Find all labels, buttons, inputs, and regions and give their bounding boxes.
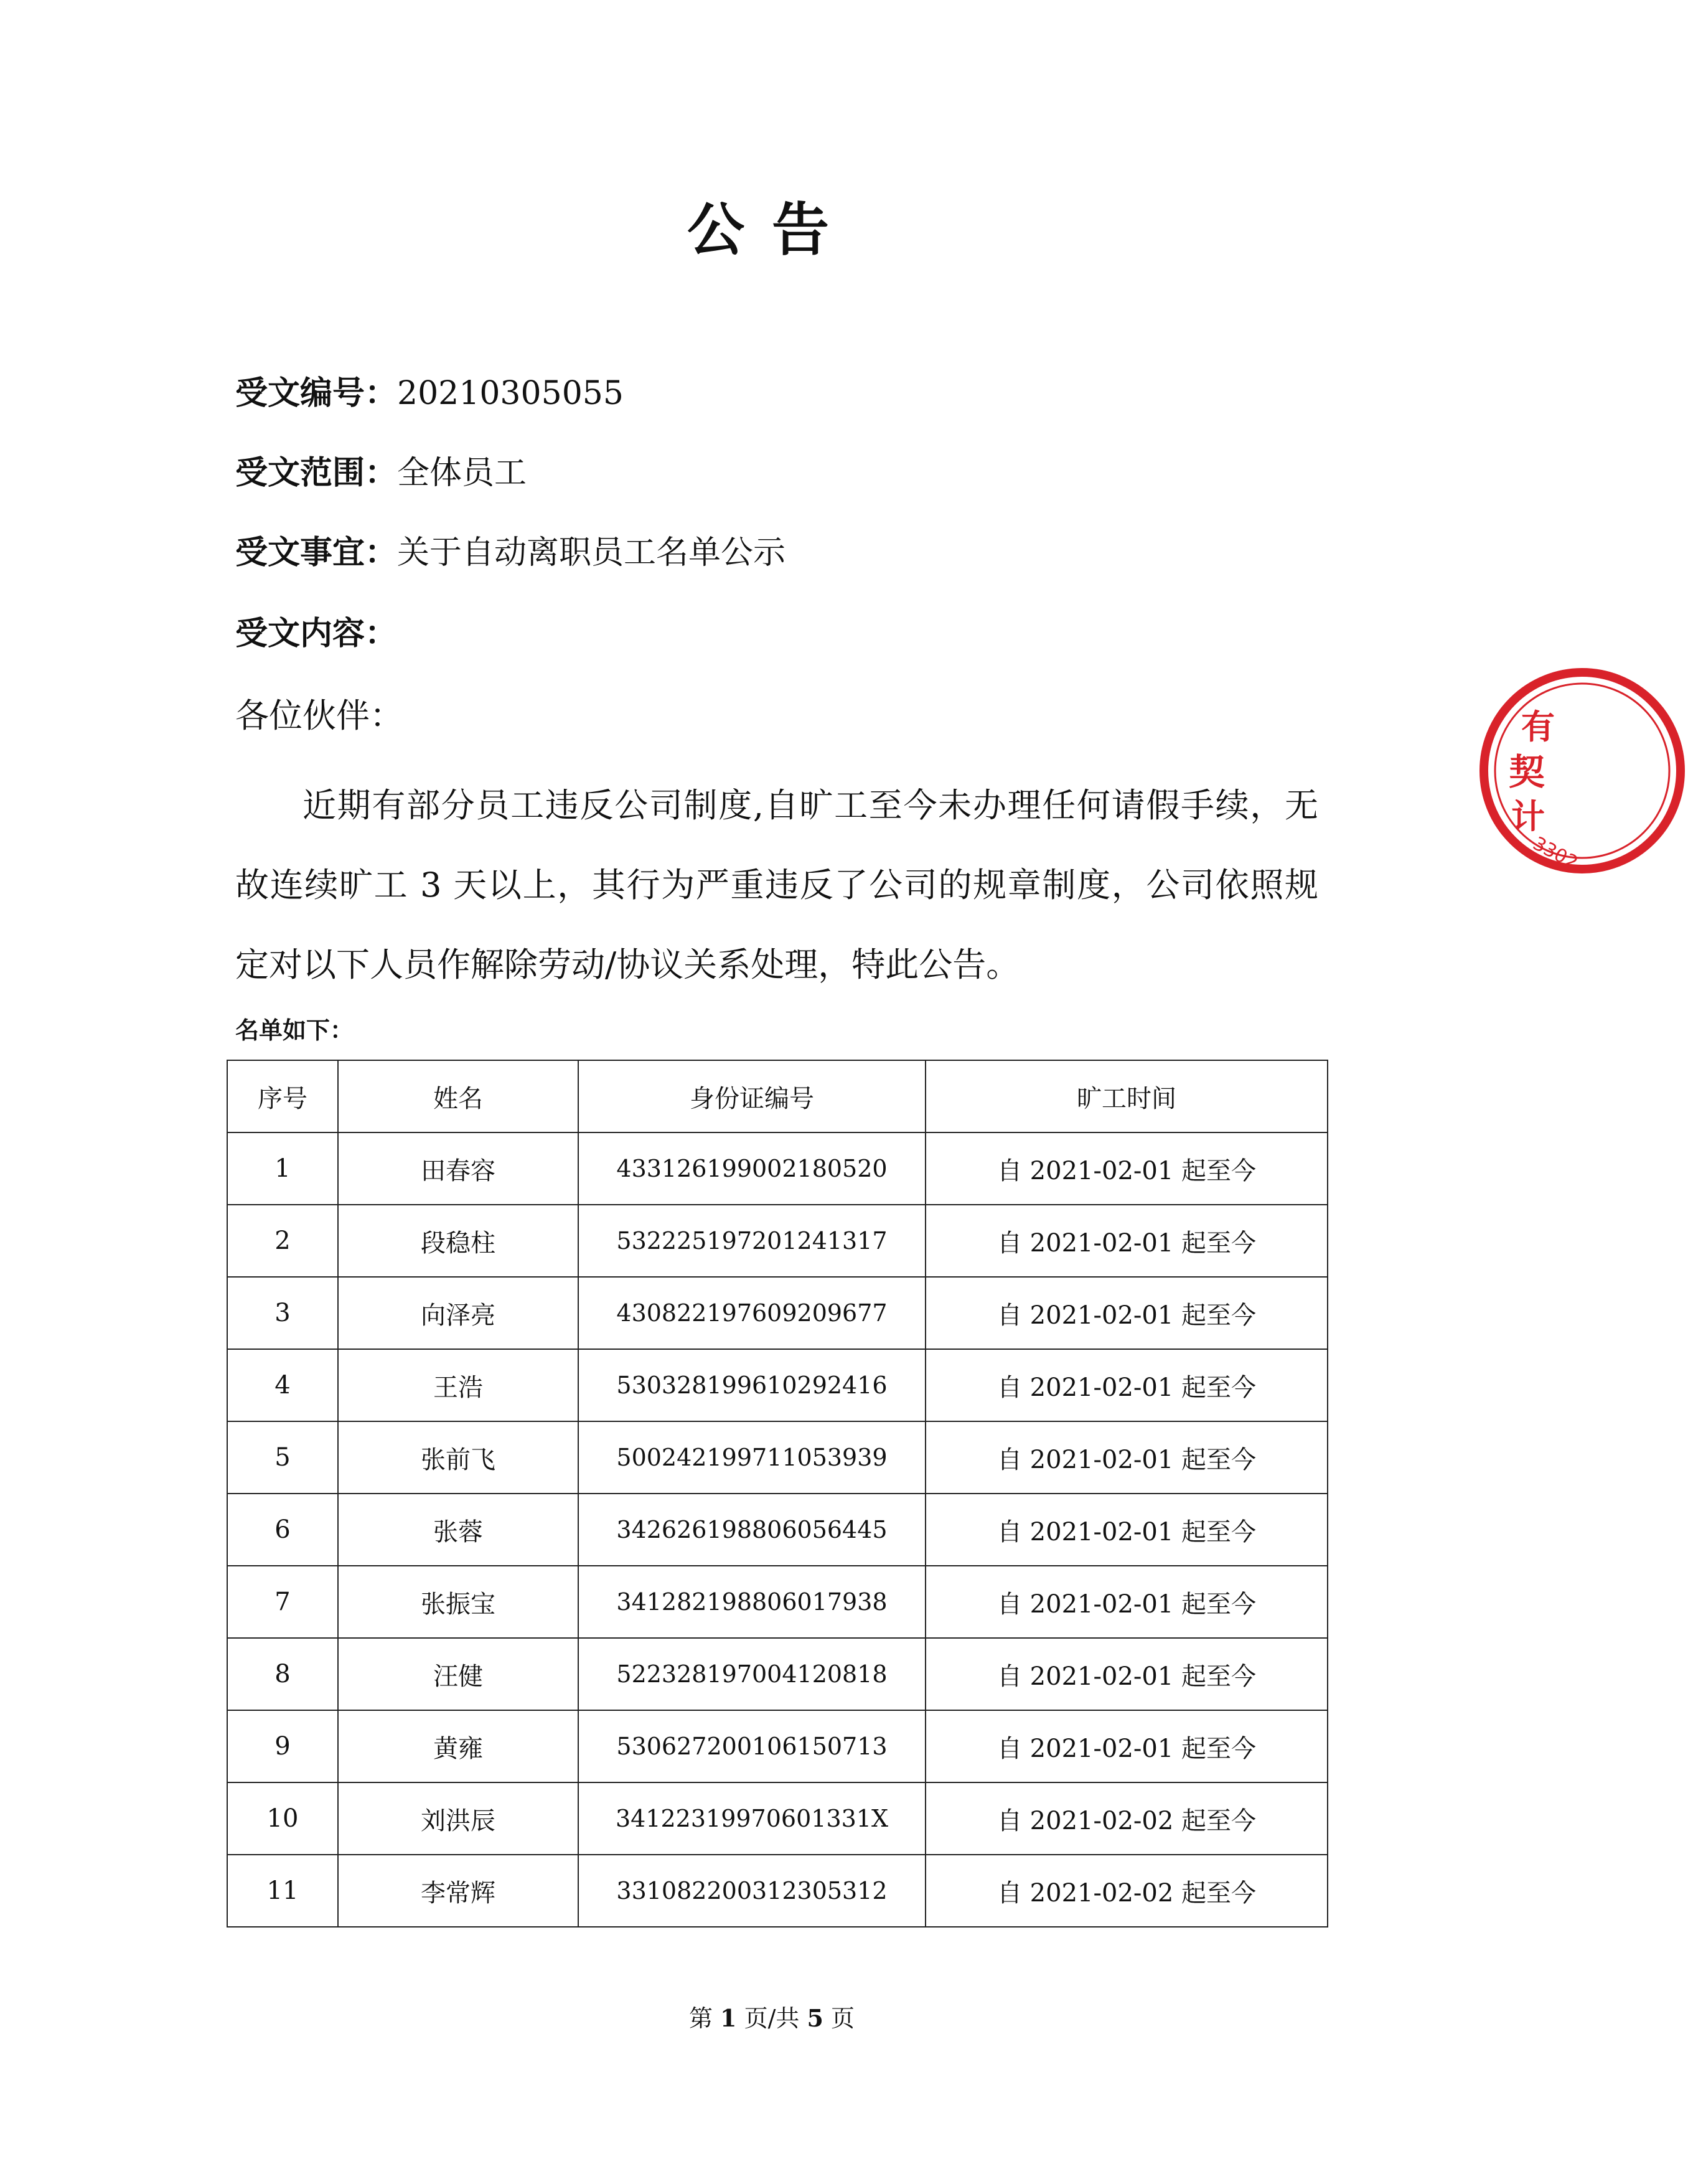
cell-index: 2 [227,1205,338,1277]
cell-name: 王浩 [338,1349,578,1421]
table-row [227,1710,1328,1782]
field-label: 受文内容： [235,615,398,652]
cell-index: 10 [227,1782,338,1855]
cell-id-number: 500242199711053939 [578,1421,926,1494]
greeting: 各位伙伴： [235,696,403,735]
field-document-number [235,369,624,418]
cell-name: 黄雍 [338,1710,578,1782]
cell-absence-period: 自 2021-02-01 起至今 [926,1566,1328,1638]
cell-index: 4 [227,1349,338,1421]
cell-name: 李常辉 [338,1855,578,1927]
cell-name: 刘洪辰 [338,1782,578,1855]
cell-id-number: 530627200106150713 [578,1710,926,1782]
cell-name: 张前飞 [338,1421,578,1494]
field-value: 全体员工 [397,454,527,492]
cell-absence-period: 自 2021-02-01 起至今 [926,1638,1328,1710]
notice-body: 近期有部分员工违反公司制度,自旷工至今未办理任何请假手续，无故连续旷工 3 天以上，其行为严重违反了公司的规章制度，公司依照规定对以下人员作解除劳动/协议关系处理，特此公告。 [235,786,1318,984]
cell-index: 11 [227,1855,338,1927]
footer-page-total: 5 [807,2004,823,2032]
table-header-row [227,1060,1328,1132]
cell-id-number: 433126199002180520 [578,1132,926,1205]
seal-char-1: 有 [1521,707,1555,746]
header-name: 姓名 [338,1060,578,1132]
cell-id-number: 532225197201241317 [578,1205,926,1277]
header-absence-period: 旷工时间 [926,1060,1328,1132]
cell-id-number: 341282198806017938 [578,1566,926,1638]
table-row [227,1132,1328,1205]
seal-char-3: 计 [1511,796,1545,836]
cell-index: 8 [227,1638,338,1710]
table-row [227,1782,1328,1855]
table-row [227,1421,1328,1494]
cell-index: 1 [227,1132,338,1205]
cell-absence-period: 自 2021-02-01 起至今 [926,1494,1328,1566]
company-seal [1476,665,1688,877]
cell-index: 3 [227,1277,338,1349]
field-document-scope [235,448,527,498]
cell-id-number: 530328199610292416 [578,1349,926,1421]
cell-index: 9 [227,1710,338,1782]
cell-id-number: 522328197004120818 [578,1638,926,1710]
field-label: 受文编号： [235,375,398,412]
cell-absence-period: 自 2021-02-01 起至今 [926,1205,1328,1277]
cell-name: 张振宝 [338,1566,578,1638]
header-id-number: 身份证编号 [578,1060,926,1132]
table-row [227,1566,1328,1638]
cell-id-number: 331082200312305312 [578,1855,926,1927]
cell-index: 5 [227,1421,338,1494]
cell-absence-period: 自 2021-02-02 起至今 [926,1782,1328,1855]
footer-middle: 页/共 [744,2005,800,2032]
page-footer [0,2000,1544,2037]
table-row [227,1205,1328,1277]
cell-absence-period: 自 2021-02-01 起至今 [926,1349,1328,1421]
table-row [227,1277,1328,1349]
table-row [227,1855,1328,1927]
cell-id-number: 34122319970601331X [578,1782,926,1855]
cell-id-number: 342626198806056445 [578,1494,926,1566]
cell-index: 7 [227,1566,338,1638]
seal-char-2: 契 [1509,751,1545,793]
table-row [227,1494,1328,1566]
dismissal-table [227,1060,1328,1927]
cell-absence-period: 自 2021-02-02 起至今 [926,1855,1328,1927]
cell-absence-period: 自 2021-02-01 起至今 [926,1710,1328,1782]
table-row [227,1638,1328,1710]
cell-name: 田春容 [338,1132,578,1205]
footer-prefix: 第 [688,2005,713,2032]
field-value: 关于自动离职员工名单公示 [397,534,786,572]
list-heading: 名单如下： [235,1017,354,1044]
cell-name: 汪健 [338,1638,578,1710]
cell-absence-period: 自 2021-02-01 起至今 [926,1421,1328,1494]
cell-index: 6 [227,1494,338,1566]
field-value: 20210305055 [397,375,624,412]
table-row [227,1349,1328,1421]
field-document-subject [235,528,785,578]
cell-name: 向泽亮 [338,1277,578,1349]
header-index: 序号 [227,1060,338,1132]
cell-name: 张蓉 [338,1494,578,1566]
cell-name: 段稳柱 [338,1205,578,1277]
cell-id-number: 430822197609209677 [578,1277,926,1349]
field-document-content [235,609,397,659]
footer-page-number: 1 [720,2004,737,2032]
field-label: 受文范围： [235,454,398,492]
cell-absence-period: 自 2021-02-01 起至今 [926,1277,1328,1349]
field-label: 受文事宜： [235,534,398,572]
cell-absence-period: 自 2021-02-01 起至今 [926,1132,1328,1205]
document-title: 公告 [687,197,856,263]
footer-suffix: 页 [831,2005,855,2032]
seal-number: 3302 [1529,832,1582,875]
